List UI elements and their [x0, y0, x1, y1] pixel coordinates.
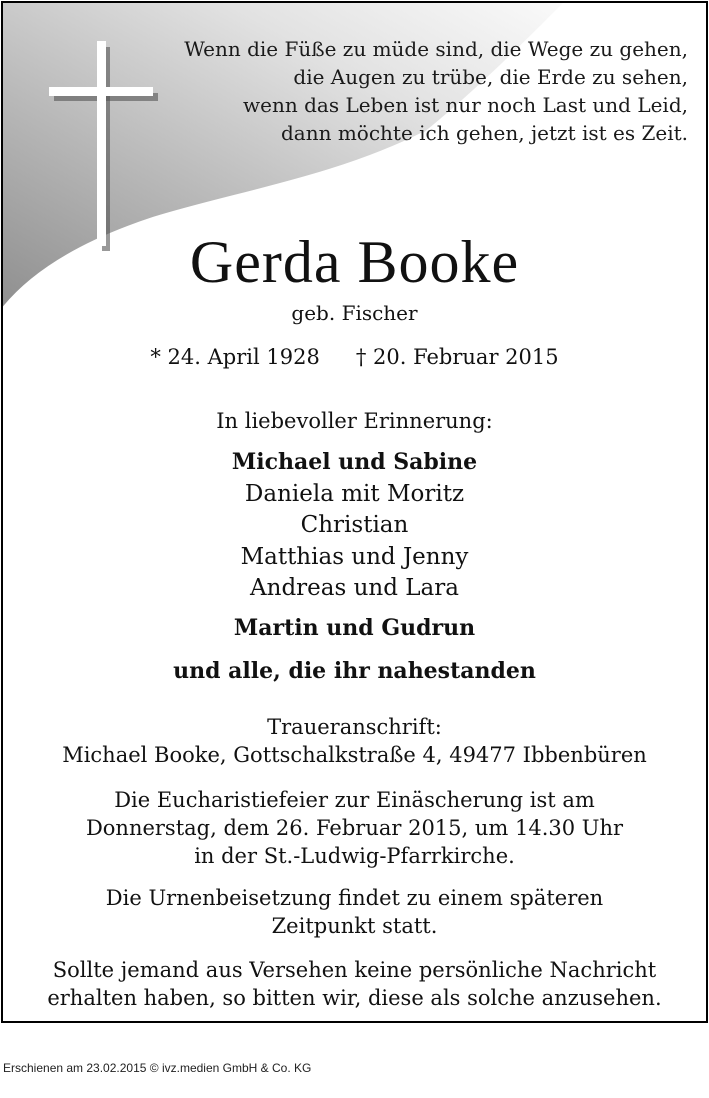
publication-footer: Erschienen am 23.02.2015 © ivz.medien GmbH & Co. KG: [3, 1061, 312, 1075]
mourner-member: Christian: [300, 512, 409, 538]
service-line: in der St.-Ludwig-Pfarrkirche.: [194, 844, 515, 868]
urn-line: Die Urnenbeisetzung findet zu einem späteren: [105, 886, 604, 910]
address-label: Traueranschrift:: [267, 715, 442, 739]
mourner-member: Daniela mit Moritz: [244, 480, 465, 507]
mourner-member: Andreas und Lara: [250, 575, 459, 601]
urn-info: [3, 884, 706, 940]
mourners-all: und alle, die ihr nahestanden: [173, 658, 536, 684]
cross-icon: [49, 41, 159, 251]
born-name: geb. Fischer: [291, 301, 418, 325]
service-info: [3, 786, 706, 870]
life-dates: [3, 342, 706, 372]
note-line: Sollte jemand aus Versehen keine persönliche Nachricht: [52, 958, 657, 982]
deceased-name: Gerda Booke: [189, 229, 520, 295]
address-line: Michael Booke, Gottschalkstraße 4, 49477 Ibbenbüren: [62, 743, 647, 767]
poem-line: die Augen zu trübe, die Erde zu sehen,: [293, 65, 688, 89]
service-line: Die Eucharistiefeier zur Einäscherung ist am: [114, 788, 595, 812]
mourner-member: Matthias und Jenny: [240, 543, 469, 570]
urn-line: Zeitpunkt statt.: [271, 914, 438, 938]
death-date: † 20. Februar 2015: [355, 345, 559, 369]
notification-note: [3, 956, 706, 1012]
birth-date: * 24. April 1928: [150, 345, 320, 369]
service-line: Donnerstag, dem 26. Februar 2015, um 14.30 Uhr: [85, 816, 624, 840]
poem: [184, 35, 688, 147]
mourner-group-head: Michael und Sabine: [231, 449, 478, 475]
obituary-notice: [1, 1, 708, 1023]
mourners-list: [3, 447, 706, 644]
poem-line: wenn das Leben ist nur noch Last und Leid,: [243, 93, 688, 117]
poem-line: Wenn die Füße zu müde sind, die Wege zu gehen,: [184, 37, 688, 61]
poem-line: dann möchte ich gehen, jetzt ist es Zeit.: [281, 121, 688, 145]
mourner-group-head: Martin und Gudrun: [233, 614, 476, 641]
remembrance-intro: In liebevoller Erinnerung:: [216, 409, 493, 433]
note-line: erhalten haben, so bitten wir, diese als solche anzusehen.: [47, 986, 662, 1010]
mourning-address: [3, 713, 706, 769]
